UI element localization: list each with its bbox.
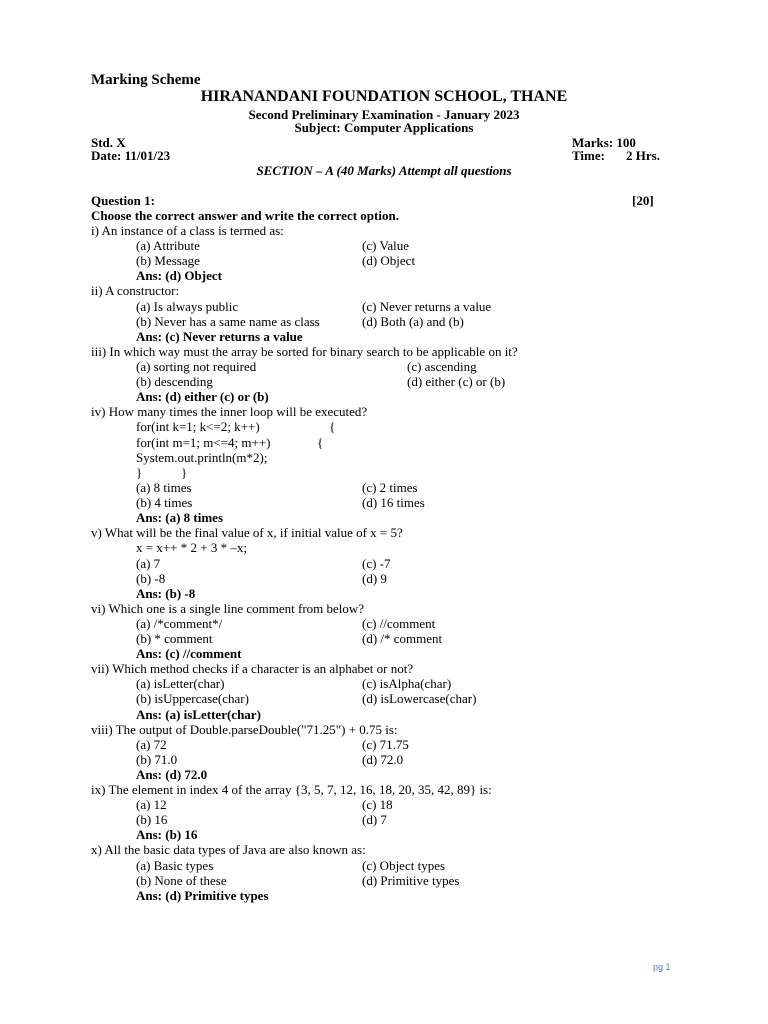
- section-heading: SECTION – A (40 Marks) Attempt all questions: [256, 163, 512, 178]
- q1-stem: i) An instance of a class is termed as:: [91, 223, 284, 238]
- q8-stem: viii) The output of Double.parseDouble("71.25") + 0.75 is:: [91, 722, 398, 737]
- q4-code-line-3: System.out.println(m*2);: [136, 450, 268, 465]
- q9-answer: Ans: (b) 16: [136, 827, 198, 842]
- time-label: Time:: [572, 148, 605, 163]
- q6-option-c: (c) //comment: [362, 616, 436, 631]
- q2-option-a: (a) Is always public: [136, 299, 239, 314]
- exam-name: Second Preliminary Examination - January 2023: [248, 107, 520, 122]
- q9-stem: ix) The element in index 4 of the array {3, 5, 7, 12, 16, 18, 20, 35, 42, 89} is:: [91, 782, 492, 797]
- question-title: Question 1:: [91, 193, 155, 208]
- q10-option-b: (b) None of these: [136, 873, 227, 888]
- marks-label: Marks: 100: [572, 135, 636, 150]
- q4-code-close-1: }: [136, 465, 143, 480]
- q5-code: x = x++ * 2 + 3 * –x;: [136, 540, 247, 555]
- q7-option-c: (c) isAlpha(char): [362, 676, 452, 691]
- q10-option-c: (c) Object types: [362, 858, 446, 873]
- q10-answer: Ans: (d) Primitive types: [136, 888, 269, 903]
- q3-answer: Ans: (d) either (c) or (b): [136, 389, 269, 404]
- school-name: HIRANANDANI FOUNDATION SCHOOL, THANE: [200, 88, 568, 105]
- page-number: pg 1: [653, 962, 671, 972]
- q8-option-a: (a) 72: [136, 737, 167, 752]
- q2-option-c: (c) Never returns a value: [362, 299, 492, 314]
- q6-answer: Ans: (c) //comment: [136, 646, 242, 661]
- q2-option-b: (b) Never has a same name as class: [136, 314, 320, 329]
- q5-option-d: (d) 9: [362, 571, 387, 586]
- q7-answer: Ans: (a) isLetter(char): [136, 707, 261, 722]
- q4-code-line-2: for(int m=1; m<=4; m++): [136, 435, 271, 450]
- q1-option-b: (b) Message: [136, 253, 200, 268]
- q4-stem: iv) How many times the inner loop will be executed?: [91, 404, 368, 419]
- q9-option-d: (d) 7: [362, 812, 387, 827]
- q5-answer: Ans: (b) -8: [136, 586, 196, 601]
- q4-option-c: (c) 2 times: [362, 480, 418, 495]
- question-instruction: Choose the correct answer and write the correct option.: [91, 208, 399, 223]
- subject-line: Subject: Computer Applications: [294, 120, 474, 135]
- q2-answer: Ans: (c) Never returns a value: [136, 329, 303, 344]
- q4-code-brace-1: {: [329, 419, 336, 434]
- q6-option-b: (b) * comment: [136, 631, 213, 646]
- q1-option-a: (a) Attribute: [136, 238, 200, 253]
- q1-answer: Ans: (d) Object: [136, 268, 222, 283]
- q5-option-b: (b) -8: [136, 571, 166, 586]
- time-value: 2 Hrs.: [626, 148, 660, 163]
- q4-code-line-1: for(int k=1; k<=2; k++): [136, 419, 260, 434]
- q3-option-a: (a) sorting not required: [136, 359, 257, 374]
- q10-stem: x) All the basic data types of Java are also known as:: [91, 842, 366, 857]
- q3-stem: iii) In which way must the array be sorted for binary search to be applicable on it?: [91, 344, 518, 359]
- q4-option-a: (a) 8 times: [136, 480, 192, 495]
- q4-option-b: (b) 4 times: [136, 495, 193, 510]
- q3-option-d: (d) either (c) or (b): [407, 374, 506, 389]
- q8-option-c: (c) 71.75: [362, 737, 409, 752]
- q4-code-brace-2: {: [317, 435, 324, 450]
- q7-option-a: (a) isLetter(char): [136, 676, 225, 691]
- q10-option-a: (a) Basic types: [136, 858, 214, 873]
- q9-option-c: (c) 18: [362, 797, 393, 812]
- question-marks: [20]: [632, 193, 654, 208]
- q3-option-c: (c) ascending: [407, 359, 477, 374]
- q5-option-c: (c) -7: [362, 556, 391, 571]
- q7-stem: vii) Which method checks if a character is an alphabet or not?: [91, 661, 414, 676]
- q7-option-d: (d) isLowercase(char): [362, 691, 477, 706]
- q9-option-b: (b) 16: [136, 812, 168, 827]
- q1-option-d: (d) Object: [362, 253, 416, 268]
- doc-type-title: Marking Scheme: [91, 72, 201, 88]
- q4-answer: Ans: (a) 8 times: [136, 510, 224, 525]
- q6-stem: vi) Which one is a single line comment from below?: [91, 601, 365, 616]
- q10-option-d: (d) Primitive types: [362, 873, 460, 888]
- q8-option-b: (b) 71.0: [136, 752, 178, 767]
- q6-option-a: (a) /*comment*/: [136, 616, 223, 631]
- q6-option-d: (d) /* comment: [362, 631, 443, 646]
- std-label: Std. X: [91, 135, 126, 150]
- q5-stem: v) What will be the final value of x, if initial value of x = 5?: [91, 525, 403, 540]
- q2-stem: ii) A constructor:: [91, 283, 180, 298]
- q4-code-close-2: }: [181, 465, 188, 480]
- q1-option-c: (c) Value: [362, 238, 410, 253]
- q9-option-a: (a) 12: [136, 797, 167, 812]
- q8-answer: Ans: (d) 72.0: [136, 767, 208, 782]
- q5-option-a: (a) 7: [136, 556, 161, 571]
- q2-option-d: (d) Both (a) and (b): [362, 314, 464, 329]
- q3-option-b: (b) descending: [136, 374, 213, 389]
- q7-option-b: (b) isUppercase(char): [136, 691, 249, 706]
- q4-option-d: (d) 16 times: [362, 495, 425, 510]
- date-label: Date: 11/01/23: [91, 148, 171, 163]
- q8-option-d: (d) 72.0: [362, 752, 404, 767]
